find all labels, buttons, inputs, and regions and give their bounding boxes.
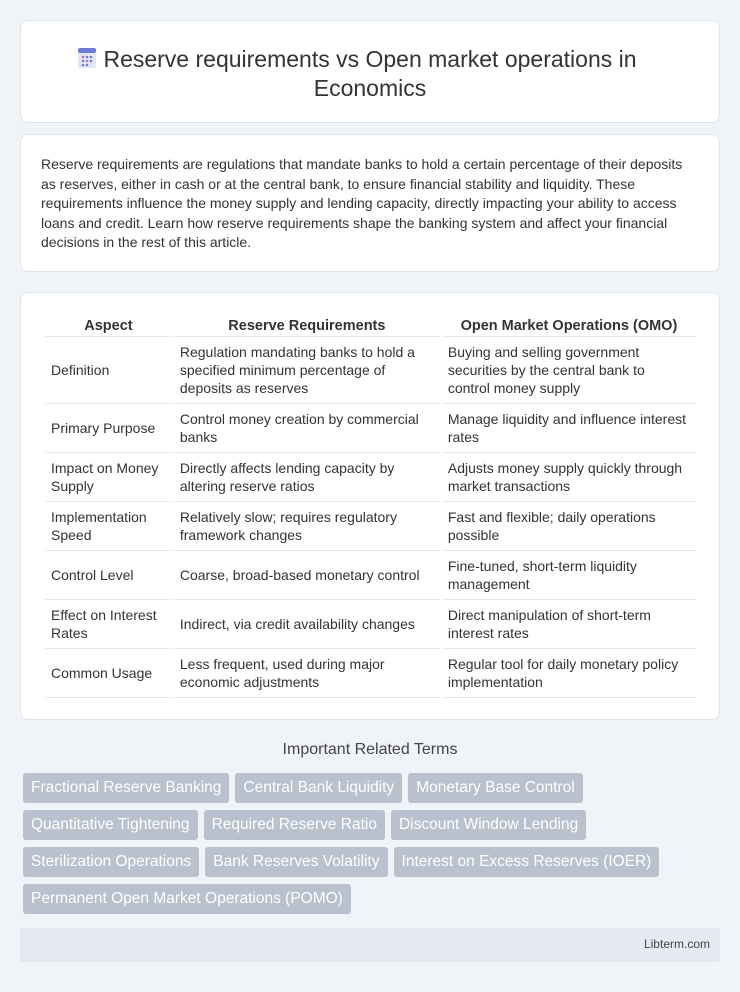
table-cell: Fast and flexible; daily operations possible: [442, 502, 696, 551]
table-header-row: [45, 317, 696, 337]
table-cell: Relatively slow; requires regulatory framework changes: [174, 502, 440, 551]
intro-card: [20, 134, 720, 272]
term-tag[interactable]: Monetary Base Control: [408, 773, 583, 803]
table-cell: Implementation Speed: [45, 502, 172, 551]
term-tag[interactable]: Required Reserve Ratio: [204, 810, 385, 840]
table-cell: Control Level: [45, 551, 172, 600]
table-cell: Directly affects lending capacity by altering reserve ratios: [174, 453, 440, 502]
intro-paragraph: Reserve requirements are regulations that mandate banks to hold a certain percentage of their deposits as reserves, either in cash or at the central bank, to ensure financial stability and liquidity. These requirements influence the money supply and lending capacity, directly impacting your ability to access loans and credit. Learn how reserve requirements shape the banking system and affect your financial decisions in the rest of this article.: [41, 156, 683, 251]
table-row: [45, 404, 696, 453]
table-cell: Control money creation by commercial banks: [174, 404, 440, 453]
table-cell: Less frequent, used during major economic adjustments: [174, 649, 440, 698]
comparison-table: [43, 317, 698, 698]
term-tag[interactable]: Central Bank Liquidity: [235, 773, 402, 803]
table-cell: Buying and selling government securities by the central bank to control money supply: [442, 337, 696, 404]
header-open-market-operations: Open Market Operations (OMO): [442, 317, 696, 337]
table-row: [45, 453, 696, 502]
table-cell: Primary Purpose: [45, 404, 172, 453]
table-cell: Manage liquidity and influence interest rates: [442, 404, 696, 453]
term-tag[interactable]: Discount Window Lending: [391, 810, 586, 840]
related-terms-heading: Important Related Terms: [282, 741, 458, 758]
table-row: [45, 600, 696, 649]
table-row: [45, 649, 696, 698]
term-tag[interactable]: Quantitative Tightening: [23, 810, 198, 840]
footer: [20, 928, 720, 962]
page-title: Reserve requirements vs Open market operations in Economics: [103, 46, 637, 101]
footer-site-link[interactable]: Libterm.com: [643, 937, 710, 951]
header-aspect: Aspect: [45, 317, 172, 337]
table-row: [45, 337, 696, 404]
table-cell: Common Usage: [45, 649, 172, 698]
term-tag[interactable]: Fractional Reserve Banking: [23, 773, 229, 803]
table-row: [45, 502, 696, 551]
term-tag[interactable]: Sterilization Operations: [23, 847, 199, 877]
table-cell: Impact on Money Supply: [45, 453, 172, 502]
table-cell: Fine-tuned, short-term liquidity management: [442, 551, 696, 600]
term-tag[interactable]: Interest on Excess Reserves (IOER): [394, 847, 660, 877]
table-cell: Coarse, broad-based monetary control: [174, 551, 440, 600]
comparison-table-card: [20, 292, 720, 720]
header-reserve-requirements: Reserve Requirements: [174, 317, 440, 337]
term-tag[interactable]: Bank Reserves Volatility: [205, 847, 387, 877]
table-cell: Regular tool for daily monetary policy implementation: [442, 649, 696, 698]
table-row: [45, 551, 696, 600]
table-cell: Direct manipulation of short-term interest rates: [442, 600, 696, 649]
table-cell: Effect on Interest Rates: [45, 600, 172, 649]
related-terms-list: [23, 773, 723, 921]
title-card: [20, 20, 720, 123]
term-tag[interactable]: Permanent Open Market Operations (POMO): [23, 884, 351, 914]
table-cell: Indirect, via credit availability changes: [174, 600, 440, 649]
table-cell: Definition: [45, 337, 172, 404]
table-cell: Adjusts money supply quickly through market transactions: [442, 453, 696, 502]
table-cell: Regulation mandating banks to hold a specified minimum percentage of deposits as reserves: [174, 337, 440, 404]
